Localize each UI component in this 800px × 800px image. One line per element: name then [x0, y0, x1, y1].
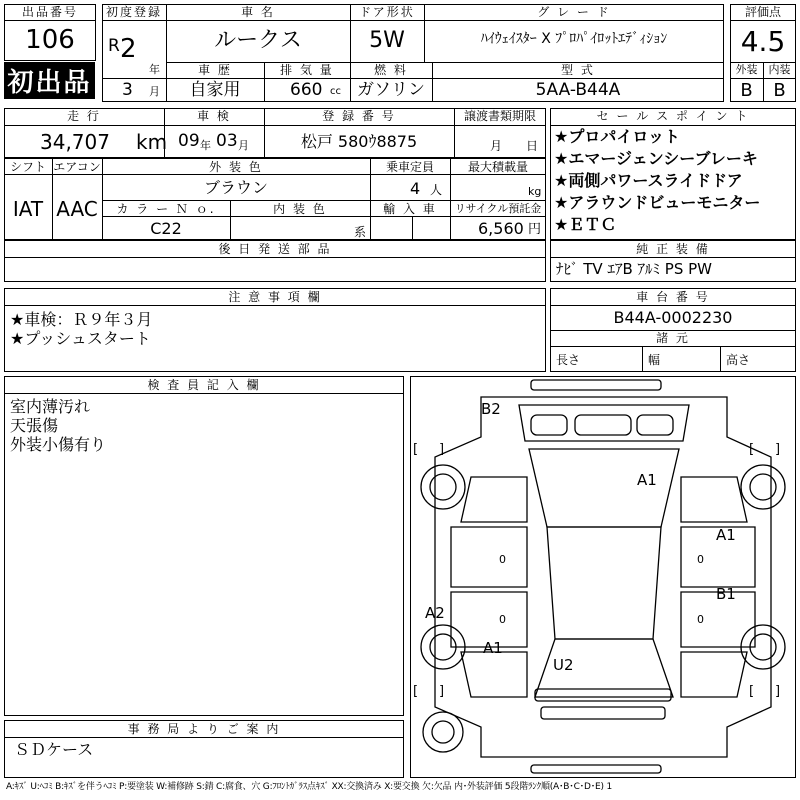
damage-mark: A1 [483, 639, 503, 657]
mileage-unit: km [136, 130, 168, 154]
sales-point: ★プロパイロット [554, 127, 681, 146]
later-parts-label: 後 日 発 送 部 品 [218, 242, 332, 256]
model-value: 5AA-B44A [535, 80, 621, 100]
color-number-label: カ ラ ー Ｎ ｏ. [116, 202, 216, 216]
notes-line: ★車検：Ｒ９年３月 [10, 310, 153, 329]
inspection-label: 車 検 [197, 109, 231, 123]
score-label: 評価点 [744, 5, 781, 19]
max-load-label: 最大積載量 [467, 160, 528, 174]
color-value: ブラウン [203, 178, 268, 197]
inspection-year-unit: 年 [200, 139, 211, 152]
score-value: 4.5 [740, 25, 786, 58]
bracket-mark: [ [413, 684, 419, 699]
mileage-value: 34,707 [40, 130, 110, 154]
sales-point: ★アラウンドビューモニター [554, 193, 761, 212]
lot-number: 106 [25, 25, 75, 55]
recycle-label: リサイクル預託金 [454, 202, 542, 215]
inspection-month: 03 [216, 131, 238, 151]
inspector-box [4, 376, 404, 716]
plate-value: 松戸 580ｳ8875 [300, 132, 418, 151]
mileage-label: 走 行 [67, 109, 101, 123]
interior-color-unit: 系 [354, 225, 367, 239]
capacity-unit: 人 [430, 183, 443, 197]
transfer-month-unit: 月 [490, 139, 503, 153]
capacity-value: 4 [410, 179, 421, 198]
color-label: 外 装 色 [209, 160, 263, 174]
damage-mark: A2 [425, 604, 445, 622]
transfer-day-unit: 日 [526, 139, 539, 153]
aircon-label: エアコン [53, 160, 101, 174]
door-label: ドア形状 [359, 5, 415, 19]
office-text: ＳＤケース [14, 740, 94, 759]
interior-label: 内装 [768, 63, 791, 76]
inspection-year: 09 [178, 131, 200, 151]
bracket-mark: [ [413, 442, 419, 457]
inspection-month-unit: 月 [238, 139, 249, 152]
specs-label: 諸 元 [656, 331, 690, 345]
spec-width-label: 幅 [648, 353, 661, 367]
bracket-mark: [ [749, 442, 755, 457]
bracket-mark: ] [775, 442, 781, 457]
notes-line: ★プッシュスタート [10, 329, 151, 348]
transfer-deadline-label: 譲渡書類期限 [463, 109, 536, 123]
sales-points-label: セ ー ル ス ポ イ ン ト [596, 109, 750, 123]
damage-mark: U2 [553, 656, 574, 674]
zero-mark: 0 [697, 613, 704, 626]
recycle-value: 6,560 [478, 219, 524, 238]
model-label: 型 式 [561, 63, 595, 77]
sales-points-list [554, 129, 794, 239]
reg-month: 3 [122, 80, 133, 100]
grade-value: ﾊｲｳｪｲｽﾀｰ X ﾌﾟﾛﾊﾟｲﾛｯﾄｴﾃﾞｨｼｮﾝ [480, 31, 668, 47]
chassis-value: B44A-0002230 [613, 308, 733, 327]
shift-label: シフト [9, 160, 46, 174]
door-value: 5W [369, 28, 405, 53]
inspector-line: 室内薄汚れ [10, 397, 91, 416]
color-number-value: C22 [150, 219, 182, 238]
plate-label: 登 録 番 号 [322, 109, 396, 123]
history-label: 車 歴 [198, 63, 232, 77]
grade-label: グ レ ー ド [537, 5, 611, 19]
interior-grade: B [773, 80, 786, 101]
bracket-mark: [ [749, 684, 755, 699]
aircon-value: AAC [56, 197, 98, 221]
lot-label: 出品番号 [21, 5, 78, 19]
zero-mark: 0 [499, 613, 506, 626]
equipment-label: 純 正 装 備 [636, 242, 710, 256]
era: R [108, 36, 120, 56]
zero-mark: 0 [499, 553, 506, 566]
spec-height-label: 高さ [726, 353, 751, 367]
fuel-value: ガソリン [357, 80, 425, 100]
reg-year: 2 [120, 34, 137, 64]
capacity-label: 乗車定員 [385, 160, 434, 174]
exterior-grade: B [740, 80, 753, 101]
interior-color-label: 内 装 色 [273, 202, 327, 216]
displacement-label: 排 気 量 [280, 63, 334, 77]
spec-length-label: 長さ [556, 353, 581, 367]
shift-value: IAT [12, 197, 44, 221]
sales-point: ★エマージェンシーブレーキ [554, 149, 758, 168]
sales-point: ★ＥＴＣ [554, 215, 617, 234]
office-label: 事 務 局 よ り ご 案 内 [127, 722, 281, 736]
year-unit: 年 [149, 63, 160, 76]
name-label: 車 名 [241, 5, 275, 19]
fuel-label: 燃 料 [374, 63, 408, 77]
car-diagram [411, 377, 795, 777]
first-reg-label: 初度登録 [105, 5, 162, 19]
car-name: ルークス [214, 28, 302, 53]
bracket-mark: ] [439, 684, 445, 699]
inspector-label: 検 査 員 記 入 欄 [147, 378, 261, 392]
listing-kind-badge: 初出品 [4, 62, 95, 99]
bracket-mark: ] [775, 684, 781, 699]
bracket-mark: ] [439, 442, 445, 457]
chassis-label: 車 台 番 号 [636, 290, 710, 304]
displacement-unit: cc [330, 86, 341, 97]
inspector-line: 天張傷 [10, 416, 59, 435]
max-load-unit: kg [528, 185, 542, 198]
recycle-unit: 円 [528, 222, 542, 237]
import-label: 輸 入 車 [383, 202, 437, 216]
zero-mark: 0 [697, 553, 704, 566]
damage-mark: A1 [716, 526, 736, 544]
damage-mark: A1 [637, 471, 657, 489]
notes-label: 注 意 事 項 欄 [228, 290, 322, 304]
displacement-value: 660 [290, 80, 323, 100]
inspector-line: 外装小傷有り [10, 435, 107, 454]
sales-point: ★両側パワースライドドア [554, 171, 743, 190]
month-unit: 月 [149, 85, 160, 98]
equipment-value: ﾅﾋﾞ TV ｴｱB ｱﾙﾐ PS PW [556, 260, 712, 278]
exterior-label: 外装 [735, 63, 758, 76]
damage-mark: B2 [481, 400, 501, 418]
damage-mark: B1 [716, 585, 736, 603]
history-value: 自家用 [189, 80, 241, 100]
legend: A:ｷｽﾞ U:ﾍｺﾐ B:ｷｽﾞを伴うﾍｺﾐ P:要塗装 W:補修跡 S:錆 C:腐食、穴 G:ﾌﾛﾝﾄｶﾞﾗｽ点ｷｽﾞ XX:交換済み X:要交換 欠:欠品 内･外装評価 5段階ﾗﾝｸ順(A･B･C･D･E) 1 [6, 782, 612, 792]
